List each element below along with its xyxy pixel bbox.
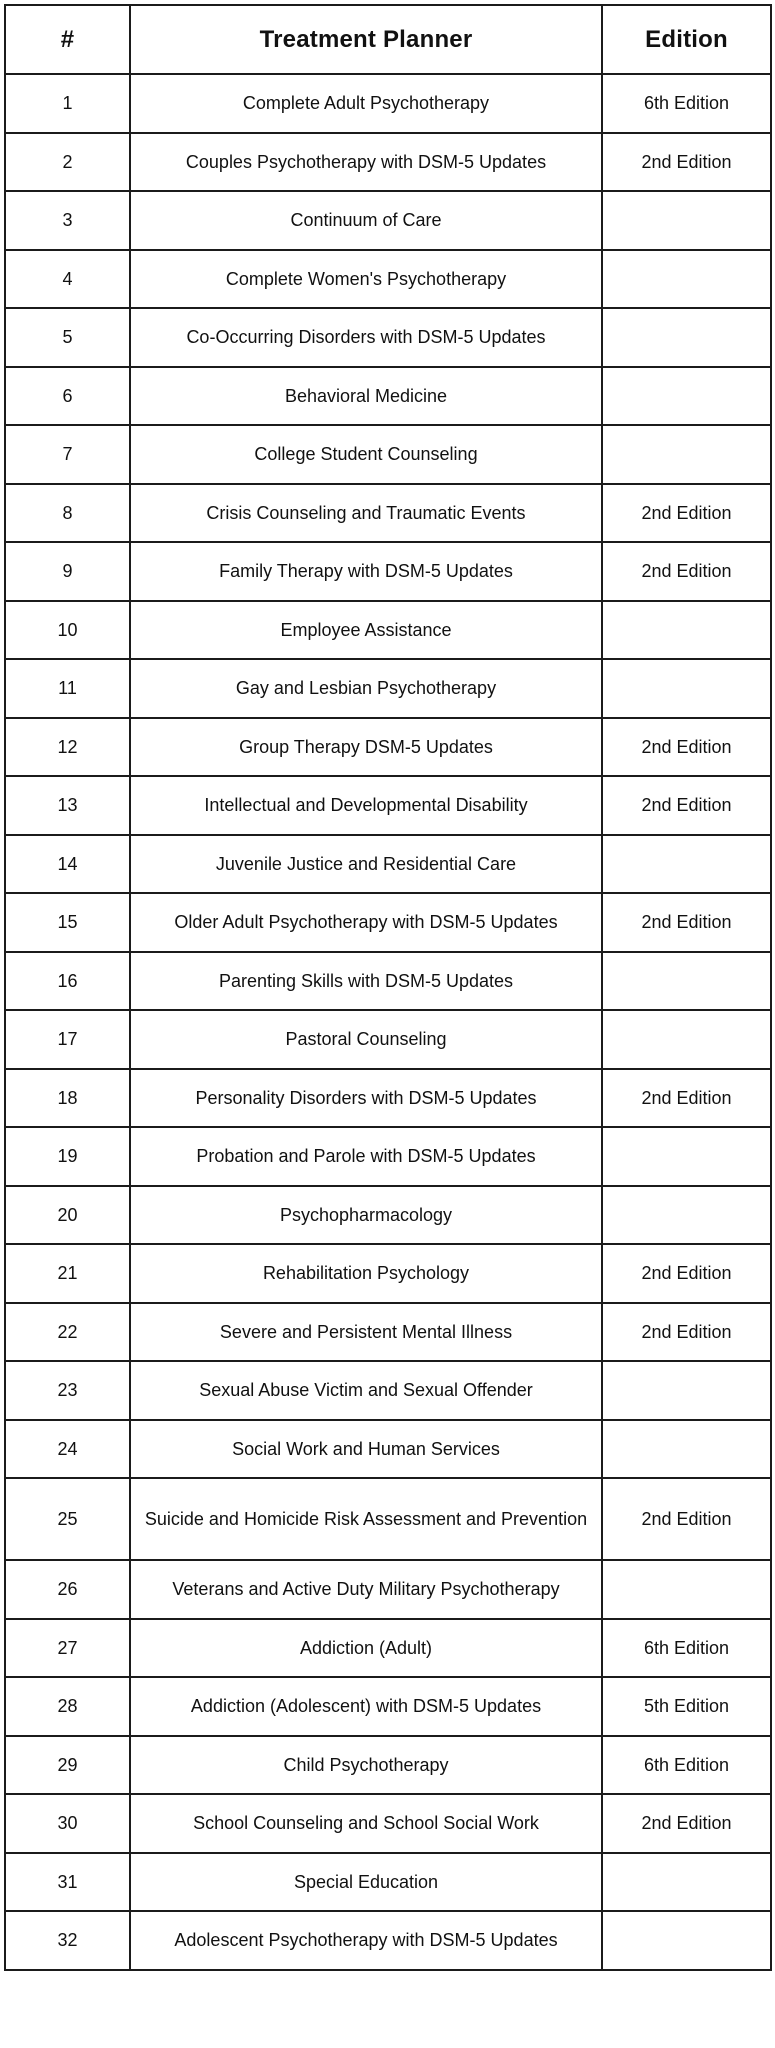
row-edition: [602, 1361, 771, 1420]
row-number: 11: [5, 659, 130, 718]
row-planner: Family Therapy with DSM-5 Updates: [130, 542, 602, 601]
row-edition: [602, 601, 771, 660]
header-row: [5, 5, 771, 74]
row-planner: Addiction (Adolescent) with DSM-5 Updates: [130, 1677, 602, 1736]
row-planner: Complete Adult Psychotherapy: [130, 74, 602, 133]
row-planner: Continuum of Care: [130, 191, 602, 250]
row-number: 30: [5, 1794, 130, 1853]
row-edition: [602, 1186, 771, 1245]
table-row: [5, 776, 771, 835]
row-number: 16: [5, 952, 130, 1011]
row-planner: Co-Occurring Disorders with DSM-5 Updates: [130, 308, 602, 367]
row-planner: Crisis Counseling and Traumatic Events: [130, 484, 602, 543]
table-row: [5, 425, 771, 484]
row-edition: 2nd Edition: [602, 1478, 771, 1560]
row-edition: 2nd Edition: [602, 776, 771, 835]
table-row: [5, 1361, 771, 1420]
row-number: 9: [5, 542, 130, 601]
row-edition: [602, 250, 771, 309]
row-planner: Personality Disorders with DSM-5 Updates: [130, 1069, 602, 1128]
table-row: [5, 1560, 771, 1619]
table-row: [5, 133, 771, 192]
table-row: [5, 367, 771, 426]
row-edition: 6th Edition: [602, 74, 771, 133]
table-row: [5, 250, 771, 309]
table-row: [5, 74, 771, 133]
table-row: [5, 542, 771, 601]
header-number: #: [5, 5, 130, 74]
table-row: [5, 1677, 771, 1736]
row-edition: [602, 1853, 771, 1912]
row-number: 22: [5, 1303, 130, 1362]
row-planner: Veterans and Active Duty Military Psychotherapy: [130, 1560, 602, 1619]
row-edition: 5th Edition: [602, 1677, 771, 1736]
row-planner: Severe and Persistent Mental Illness: [130, 1303, 602, 1362]
table-row: [5, 1736, 771, 1795]
row-edition: [602, 1127, 771, 1186]
row-number: 14: [5, 835, 130, 894]
row-number: 10: [5, 601, 130, 660]
row-number: 8: [5, 484, 130, 543]
row-edition: 2nd Edition: [602, 893, 771, 952]
row-planner: Pastoral Counseling: [130, 1010, 602, 1069]
table-row: [5, 1619, 771, 1678]
table-row: [5, 893, 771, 952]
row-edition: [602, 1911, 771, 1970]
row-planner: Complete Women's Psychotherapy: [130, 250, 602, 309]
row-edition: [602, 952, 771, 1011]
row-number: 18: [5, 1069, 130, 1128]
row-edition: [602, 659, 771, 718]
table-row: [5, 1186, 771, 1245]
row-number: 31: [5, 1853, 130, 1912]
row-planner: Parenting Skills with DSM-5 Updates: [130, 952, 602, 1011]
row-number: 28: [5, 1677, 130, 1736]
row-number: 1: [5, 74, 130, 133]
table-row: [5, 718, 771, 777]
row-number: 17: [5, 1010, 130, 1069]
table-row: [5, 191, 771, 250]
row-planner: Rehabilitation Psychology: [130, 1244, 602, 1303]
table-row: [5, 1794, 771, 1853]
row-planner: Gay and Lesbian Psychotherapy: [130, 659, 602, 718]
row-planner: Adolescent Psychotherapy with DSM-5 Updates: [130, 1911, 602, 1970]
row-planner: Sexual Abuse Victim and Sexual Offender: [130, 1361, 602, 1420]
row-edition: [602, 835, 771, 894]
row-planner: Couples Psychotherapy with DSM-5 Updates: [130, 133, 602, 192]
table-row: [5, 659, 771, 718]
row-planner: Probation and Parole with DSM-5 Updates: [130, 1127, 602, 1186]
table-row: [5, 601, 771, 660]
table-row: [5, 308, 771, 367]
row-number: 29: [5, 1736, 130, 1795]
row-planner: College Student Counseling: [130, 425, 602, 484]
row-planner: School Counseling and School Social Work: [130, 1794, 602, 1853]
row-edition: 2nd Edition: [602, 1244, 771, 1303]
row-planner: Behavioral Medicine: [130, 367, 602, 426]
table-row: [5, 1127, 771, 1186]
row-number: 3: [5, 191, 130, 250]
table-row: [5, 952, 771, 1011]
row-number: 19: [5, 1127, 130, 1186]
row-planner: Employee Assistance: [130, 601, 602, 660]
row-number: 24: [5, 1420, 130, 1479]
row-number: 20: [5, 1186, 130, 1245]
table-row: [5, 1010, 771, 1069]
table-row: [5, 835, 771, 894]
row-number: 21: [5, 1244, 130, 1303]
row-number: 13: [5, 776, 130, 835]
row-number: 15: [5, 893, 130, 952]
row-edition: 2nd Edition: [602, 1069, 771, 1128]
row-edition: 2nd Edition: [602, 542, 771, 601]
row-edition: [602, 425, 771, 484]
table-row: [5, 1911, 771, 1970]
row-edition: 6th Edition: [602, 1619, 771, 1678]
row-planner: Addiction (Adult): [130, 1619, 602, 1678]
table-row: [5, 1853, 771, 1912]
header-edition: Edition: [602, 5, 771, 74]
row-edition: [602, 191, 771, 250]
table-row: [5, 1478, 771, 1560]
table-row: [5, 1069, 771, 1128]
row-number: 5: [5, 308, 130, 367]
row-planner: Special Education: [130, 1853, 602, 1912]
row-planner: Older Adult Psychotherapy with DSM-5 Updates: [130, 893, 602, 952]
header-treatment-planner: Treatment Planner: [130, 5, 602, 74]
row-planner: Intellectual and Developmental Disability: [130, 776, 602, 835]
row-number: 32: [5, 1911, 130, 1970]
row-edition: 6th Edition: [602, 1736, 771, 1795]
row-edition: 2nd Edition: [602, 133, 771, 192]
table-row: [5, 484, 771, 543]
row-number: 4: [5, 250, 130, 309]
row-edition: 2nd Edition: [602, 718, 771, 777]
row-number: 23: [5, 1361, 130, 1420]
row-edition: 2nd Edition: [602, 484, 771, 543]
row-number: 2: [5, 133, 130, 192]
table-row: [5, 1420, 771, 1479]
row-number: 7: [5, 425, 130, 484]
row-edition: [602, 1010, 771, 1069]
row-edition: 2nd Edition: [602, 1794, 771, 1853]
row-number: 12: [5, 718, 130, 777]
row-edition: [602, 367, 771, 426]
row-edition: 2nd Edition: [602, 1303, 771, 1362]
row-planner: Suicide and Homicide Risk Assessment and Prevention: [130, 1478, 602, 1560]
row-number: 25: [5, 1478, 130, 1560]
row-edition: [602, 1420, 771, 1479]
row-edition: [602, 308, 771, 367]
row-edition: [602, 1560, 771, 1619]
row-number: 26: [5, 1560, 130, 1619]
row-planner: Psychopharmacology: [130, 1186, 602, 1245]
treatment-planner-table: [4, 4, 772, 1971]
row-planner: Child Psychotherapy: [130, 1736, 602, 1795]
row-planner: Group Therapy DSM-5 Updates: [130, 718, 602, 777]
row-planner: Juvenile Justice and Residential Care: [130, 835, 602, 894]
row-number: 27: [5, 1619, 130, 1678]
table-row: [5, 1244, 771, 1303]
row-planner: Social Work and Human Services: [130, 1420, 602, 1479]
row-number: 6: [5, 367, 130, 426]
table-row: [5, 1303, 771, 1362]
